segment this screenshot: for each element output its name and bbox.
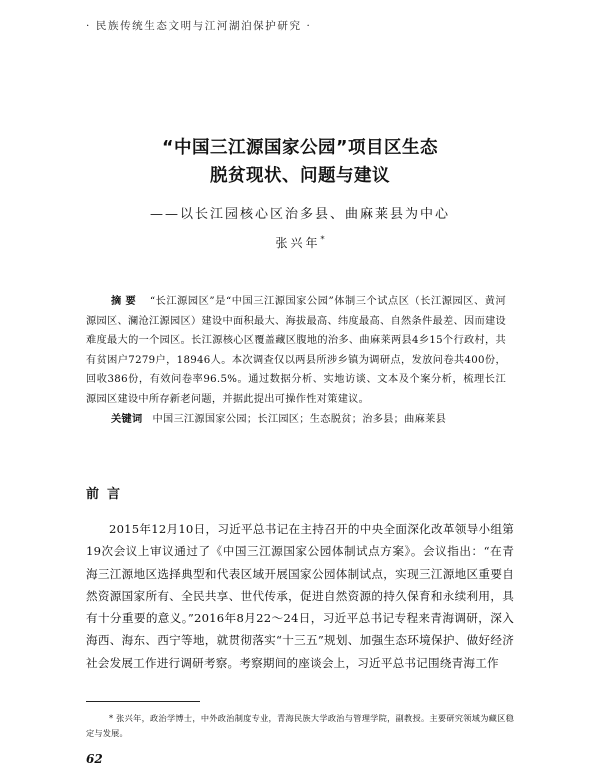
page-number: 62 bbox=[86, 752, 103, 766]
author-name: 张兴年 bbox=[275, 236, 321, 250]
footnote-divider bbox=[86, 701, 200, 702]
footnote: * 张兴年，政治学博士，中外政治制度专业，青海民族大学政治与管理学院，副教授。主要研究领域为藏区稳定与发展。 bbox=[86, 713, 514, 738]
article-title-line1: “中国三江源国家公园”项目区生态 bbox=[161, 138, 438, 158]
abstract-text: “长江源园区”是“中国三江源国家公园”体制三个试点区（长江源园区、黄河源园区、澜沧江源园区）建设中面积最大、海拔最高、纬度最高、自然条件最差、因而建设难度最大的一个园区。长江源核心区覆盖藏区腹地的治多、曲麻莱两县4乡15个行政村，共有贫困户7279户，18946人。本次调查仅以两县所涉乡镇为调研点，发放问卷共400份，回收386份，有效问卷率96.5%。通过数据分析、实地访谈、文本及个案分析，梳理长江源园区建设中所存新老问题，并据此提出可操作性对策建议。 bbox=[86, 296, 506, 405]
abstract-label: 摘要 bbox=[111, 296, 140, 307]
running-header: · 民族传统生态文明与江河湖泊保护研究 · bbox=[86, 20, 312, 32]
body-paragraph: 2015年12月10日，习近平总书记在主持召开的中央全面深化改革领导小组第19次会议上审议通过了《中国三江源国家公园体制试点方案》。会议指出：“在青海三江源地区选择典型和代表区域开展国家公园体制试点，实现三江源地区重要自然资源国家所有、全民共享、世代传承，促进自然资源的持久保育和永续利用，具有十分重要的意义。”2016年8月22～24日，习近平总书记专程来青海调研，深入海西、海东、西宁等地，就贯彻落实“十三五”规划、加强生态环境保护、做好经济社会发展工作进行调研考察。考察期间的座谈会上，习近平总书记围绕青海工作 bbox=[86, 522, 514, 670]
section-heading: 前言 bbox=[86, 487, 129, 502]
keywords bbox=[86, 410, 506, 430]
author-footnote-mark: * bbox=[320, 235, 325, 244]
author-line bbox=[0, 234, 600, 251]
keywords-label: 关键词 bbox=[111, 414, 143, 425]
abstract bbox=[86, 292, 506, 409]
article-subtitle: ——以长江园核心区治多县、曲麻莱县为中心 bbox=[149, 207, 450, 222]
keywords-text: 中国三江源国家公园；长江园区；生态脱贫；治多县；曲麻莱县 bbox=[152, 414, 447, 425]
article-title-line2: 脱贫现状、问题与建议 bbox=[210, 166, 390, 186]
